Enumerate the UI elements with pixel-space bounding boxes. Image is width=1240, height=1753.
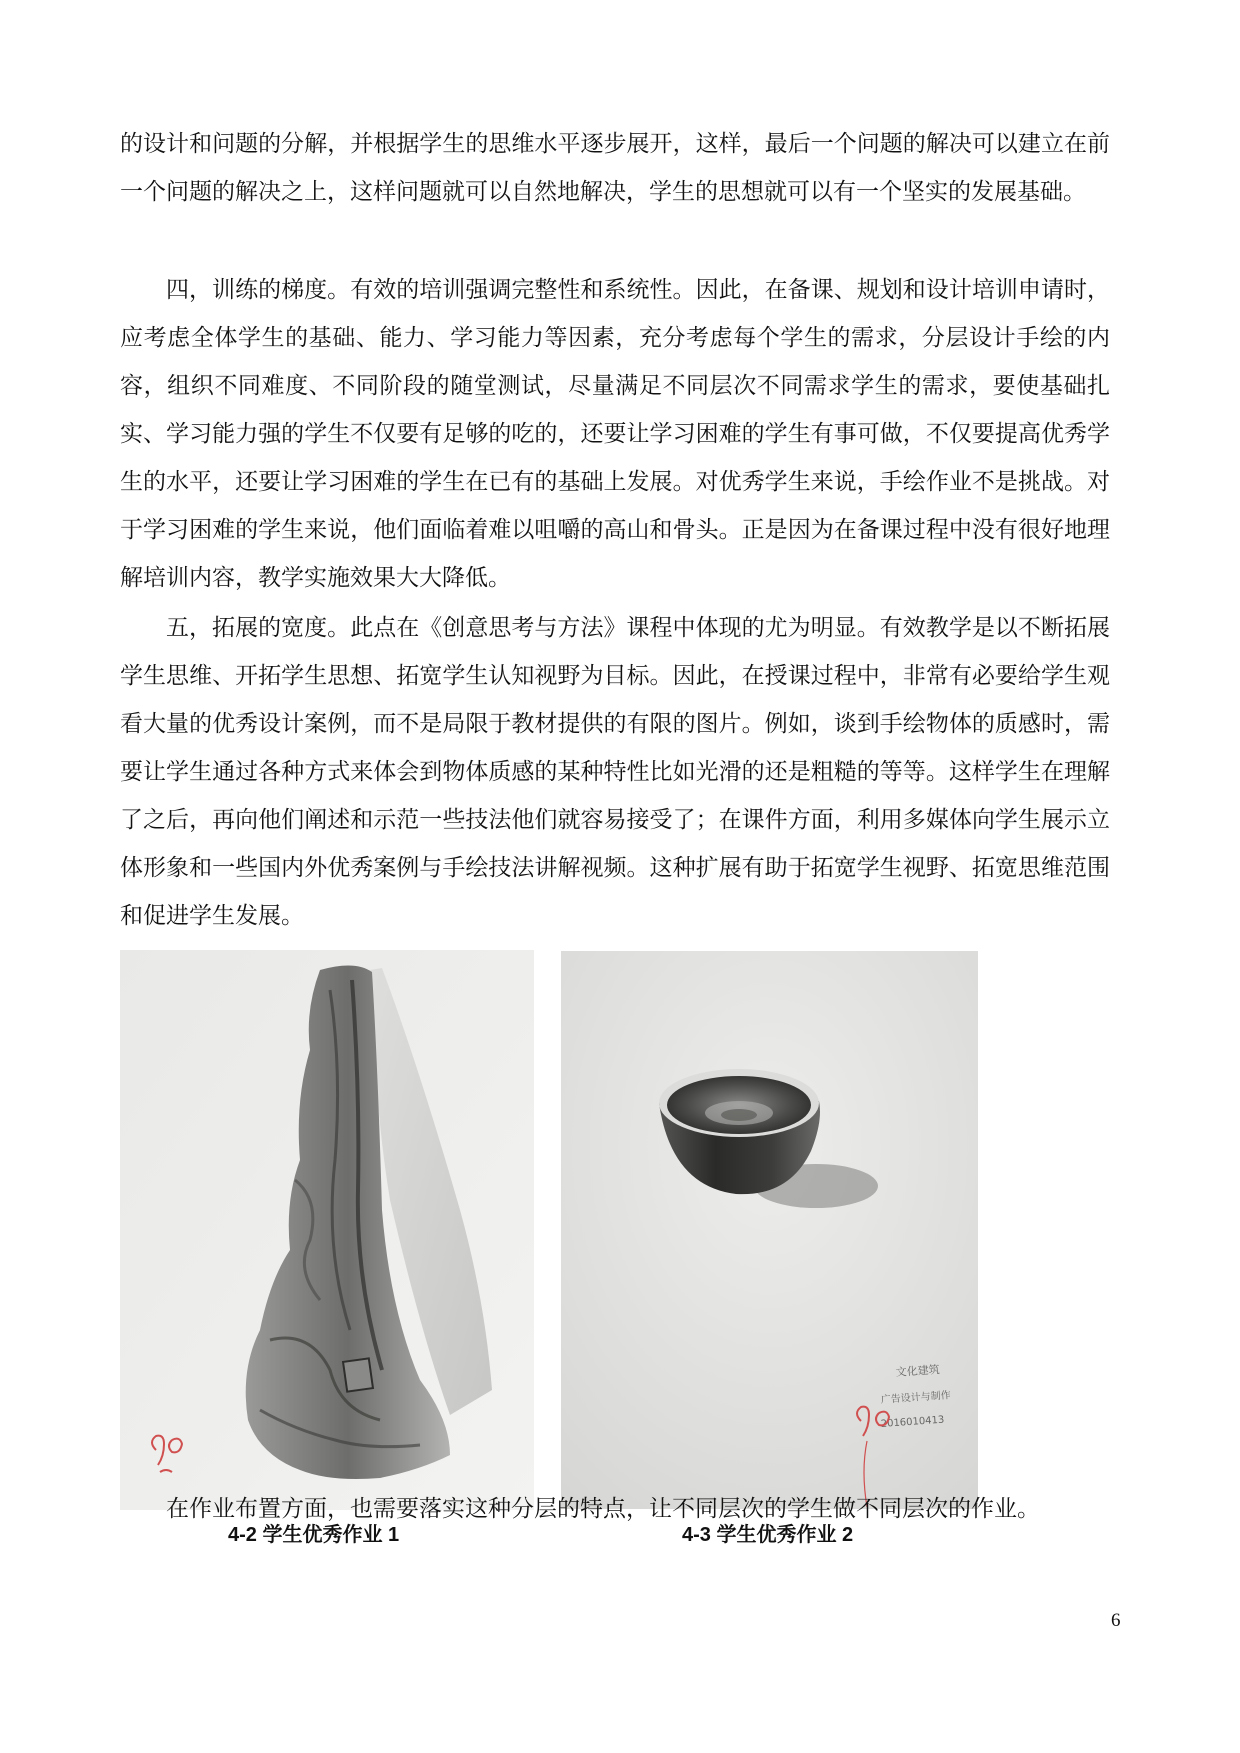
student-drawing-cloth-image [120, 950, 534, 1510]
figure-caption: 4-3 学生优秀作业 2 [682, 1524, 854, 1546]
figure-caption: 4-2 学生优秀作业 1 [228, 1524, 400, 1546]
student-drawing-bowl-image [561, 951, 978, 1509]
signature-text: 广告设计与制作 [880, 1390, 952, 1406]
body-paragraph: 的设计和问题的分解，并根据学生的思维水平逐步展开，这样，最后一个问题的解决可以建立在前一个问题的解决之上，这样问题就可以自然地解决，学生的思想就可以有一个坚实的发展基础。 [120, 131, 1110, 205]
signature-text: 文化建筑 [895, 1362, 941, 1379]
page-number: 6 [1111, 1610, 1121, 1631]
body-paragraph: 五，拓展的宽度。此点在《创意思考与方法》课程中体现的尤为明显。有效教学是以不断拓展学生思维、开拓学生思想、拓宽学生认知视野为目标。因此，在授课过程中，非常有必要给学生观看大量的优秀设计案例，而不是局限于教材提供的有限的图片。例如，谈到手绘物体的质感时，需要让学生通过各种方式来体会到物体质感的某种特性比如光滑的还是粗糙的等等。这样学生在理解了之后，再向他们阐述和示范一些技法他们就容易接受了；在课件方面，利用多媒体向学生展示立体形象和一些国内外优秀案例与手绘技法讲解视频。这种扩展有助于拓宽学生视野、拓宽思维范围和促进学生发展。 [120, 615, 1110, 929]
body-paragraph: 四，训练的梯度。有效的培训强调完整性和系统性。因此，在备课、规划和设计培训申请时，应考虑全体学生的基础、能力、学习能力等因素，充分考虑每个学生的需求，分层设计手绘的内容，组织不同难度、不同阶段的随堂测试，尽量满足不同层次不同需求学生的需求，要使基础扎实、学习能力强的学生不仅要有足够的吃的，还要让学习困难的学生有事可做，不仅要提高优秀学生的水平，还要让学习困难的学生在已有的基础上发展。对优秀学生来说，手绘作业不是挑战。对于学习困难的学生来说，他们面临着难以咀嚼的高山和骨头。正是因为在备课过程中没有很好地理解培训内容，教学实施效果大大降低。 [120, 277, 1110, 591]
body-paragraph: 在作业布置方面，也需要落实这种分层的特点，让不同层次的学生做不同层次的作业。 [166, 1496, 1040, 1522]
signature-text: 2016010413 [880, 1414, 945, 1430]
